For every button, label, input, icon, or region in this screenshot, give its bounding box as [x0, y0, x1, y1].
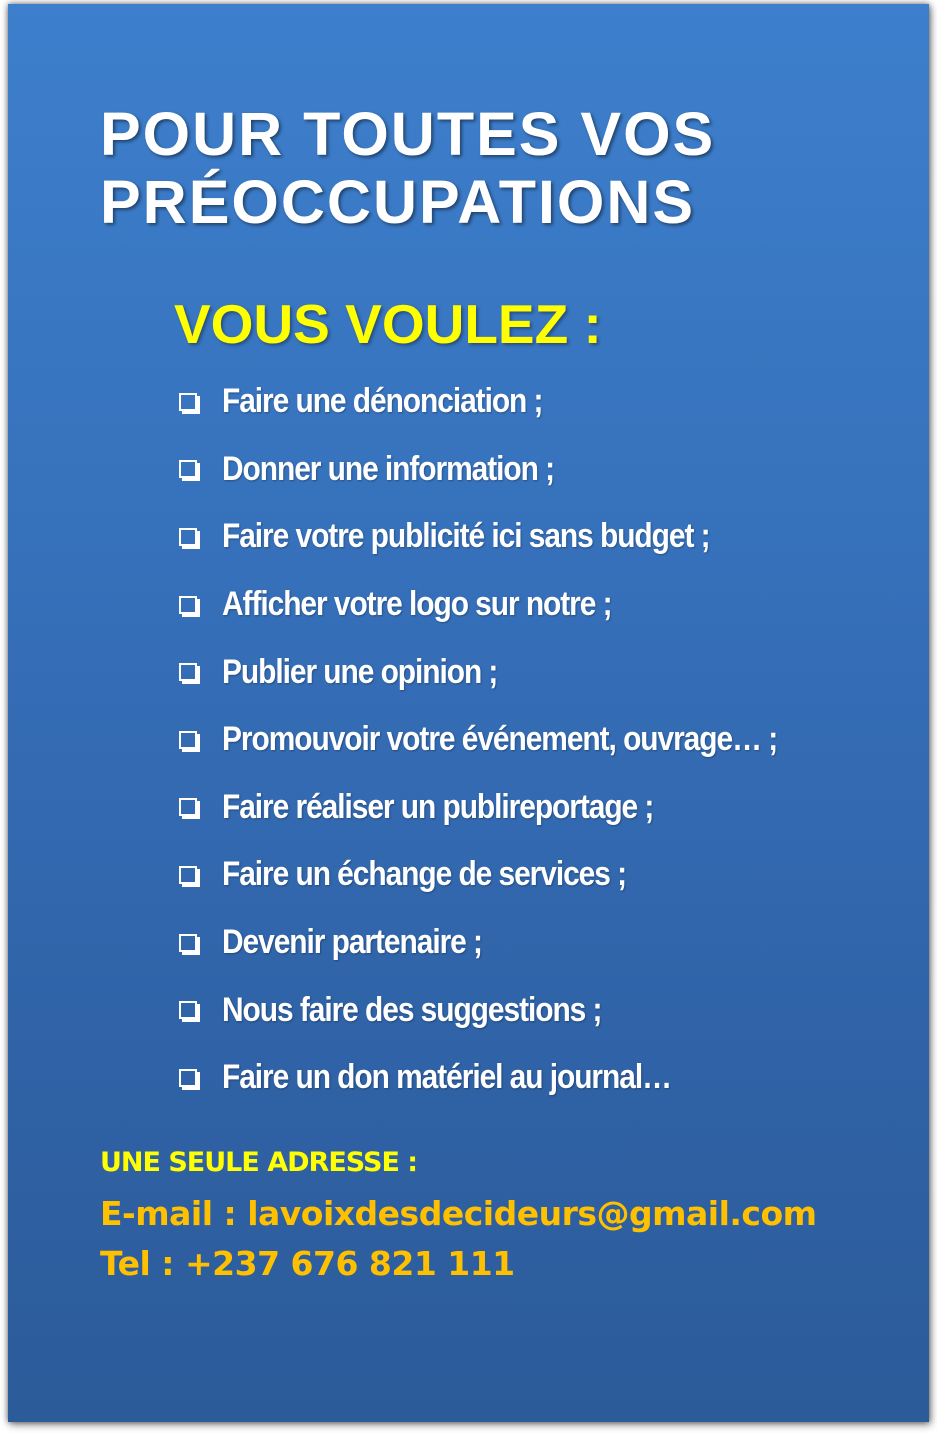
list-item-label: Faire un échange de services ;	[222, 855, 627, 894]
list-item-label: Afficher votre logo sur notre ;	[222, 585, 612, 624]
headline	[100, 100, 715, 236]
list-item-label: Faire une dénonciation ;	[222, 382, 543, 421]
headline-line-1: POUR TOUTES VOS	[100, 100, 716, 168]
options-list	[176, 368, 853, 1112]
list-item	[176, 1044, 853, 1112]
checkbox-icon	[179, 934, 197, 952]
list-item-label: Faire votre publicité ici sans budget ;	[222, 517, 710, 556]
checkbox-icon	[179, 1001, 197, 1019]
list-item	[176, 368, 853, 436]
checkbox-icon	[179, 528, 197, 546]
list-item	[176, 436, 853, 504]
checkbox-icon	[179, 798, 197, 816]
list-item	[176, 706, 853, 774]
list-item	[176, 976, 853, 1044]
list-item-label: Faire réaliser un publireportage ;	[222, 787, 654, 826]
checkbox-icon	[179, 393, 197, 411]
list-item	[176, 909, 853, 977]
list-item-label: Promouvoir votre événement, ouvrage… ;	[222, 720, 778, 759]
list-item-label: Nous faire des suggestions ;	[222, 990, 602, 1029]
list-item-label: Donner une information ;	[222, 449, 555, 488]
checkbox-icon	[179, 663, 197, 681]
list-item	[176, 841, 853, 909]
checkbox-icon	[179, 866, 197, 884]
list-item	[176, 571, 853, 639]
checkbox-icon	[179, 1069, 197, 1087]
subhead: VOUS VOULEZ :	[174, 293, 602, 355]
tel-line[interactable]: Tel : +237 676 821 111	[100, 1244, 515, 1283]
checkbox-icon	[179, 460, 197, 478]
list-item	[176, 774, 853, 842]
list-item-label: Faire un don matériel au journal…	[222, 1058, 671, 1097]
list-item	[176, 503, 853, 571]
list-item-label: Devenir partenaire ;	[222, 923, 482, 962]
email-line[interactable]: E-mail : lavoixdesdecideurs@gmail.com	[100, 1194, 817, 1233]
headline-line-2: PRÉOCCUPATIONS	[100, 168, 696, 236]
poster-panel	[8, 4, 929, 1422]
list-item-label: Publier une opinion ;	[222, 652, 498, 691]
checkbox-icon	[179, 596, 197, 614]
list-item	[176, 638, 853, 706]
checkbox-icon	[179, 731, 197, 749]
contact-label: UNE SEULE ADRESSE :	[100, 1147, 418, 1178]
